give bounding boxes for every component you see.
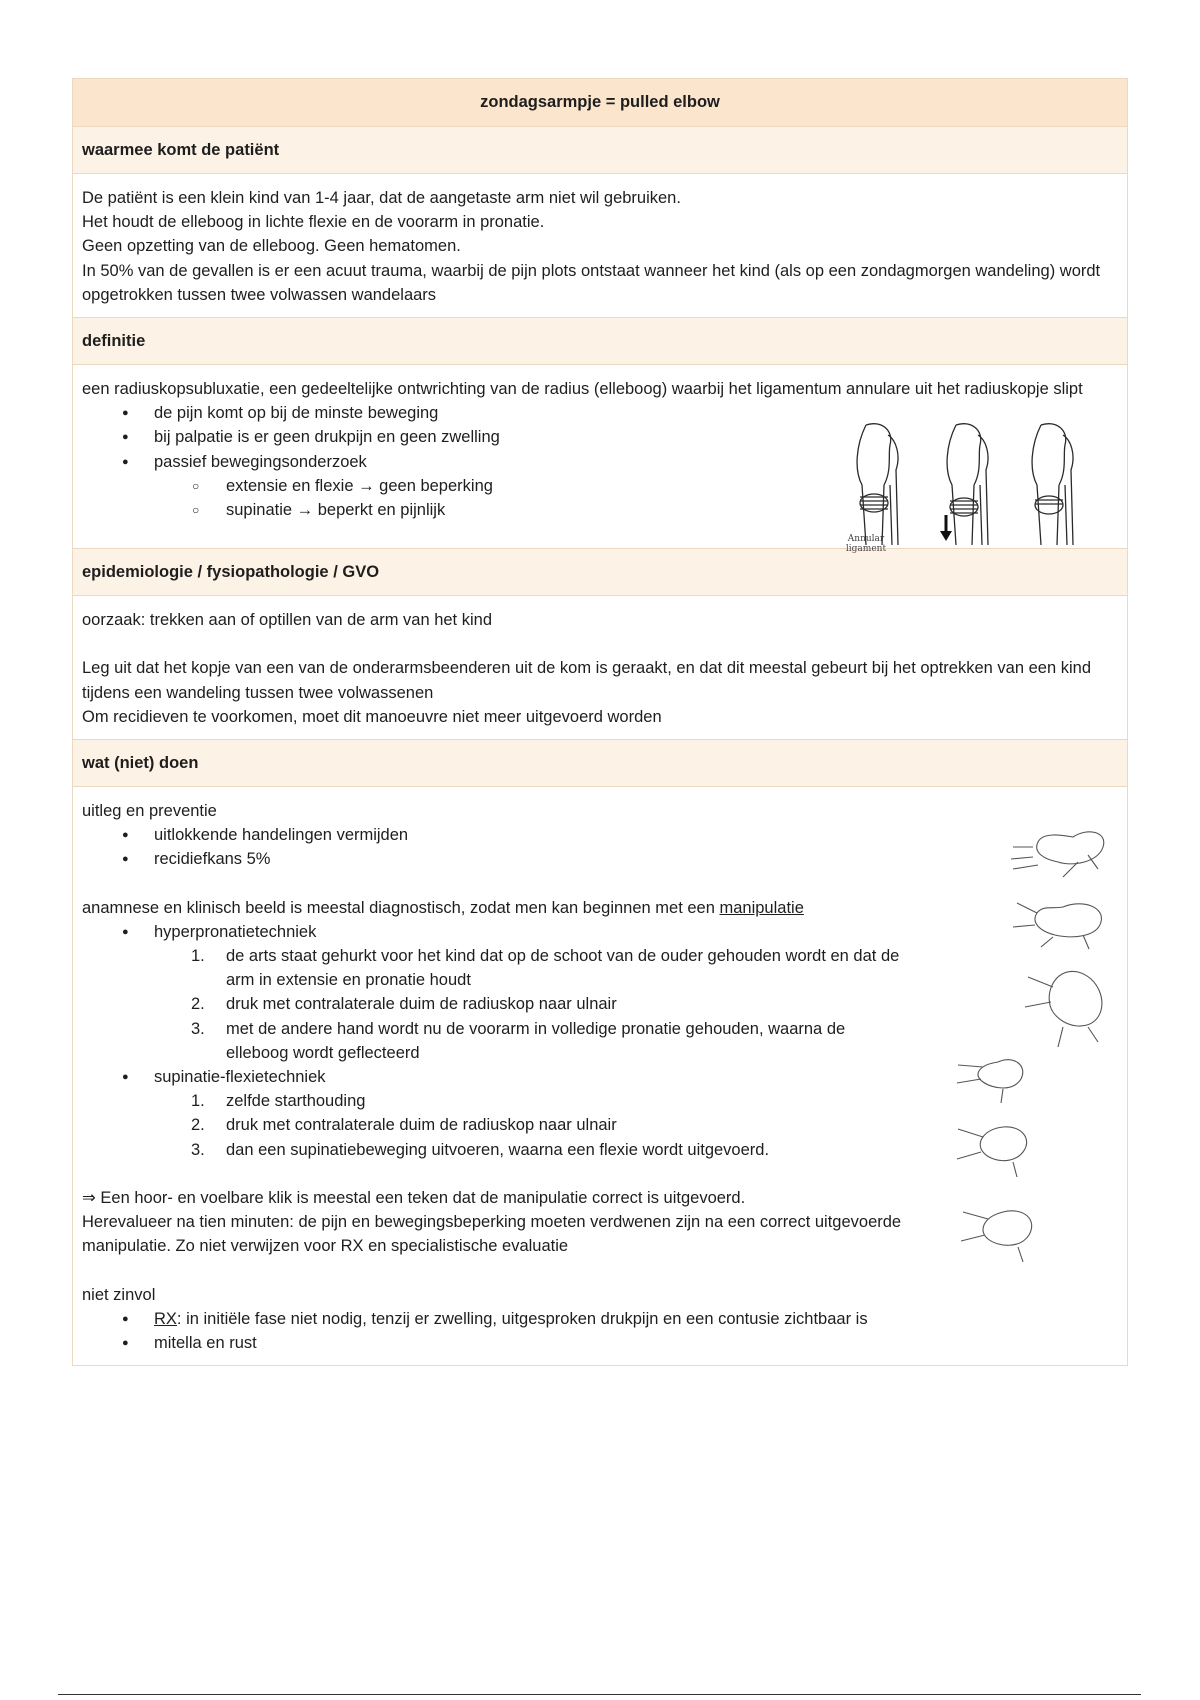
niet-zinvol-heading: niet zinvol	[82, 1285, 156, 1304]
document-table	[72, 78, 1128, 1366]
manipulation-hands-illustration	[913, 807, 1123, 1267]
section-heading-definitie: definitie	[73, 318, 1127, 365]
figure-label: ligament	[845, 544, 887, 555]
list-item	[82, 1307, 1118, 1331]
step-item: 1. zelfde starthouding	[191, 1092, 366, 1111]
step-item: 2. druk met contralaterale duim de radiuskop naar ulnair	[191, 1116, 617, 1135]
oorzaak-line: oorzaak: trekken aan of optillen van de arm van het kind	[82, 611, 492, 630]
list-item: ● mitella en rust	[82, 1331, 1118, 1355]
anamnese-text: anamnese en klinisch beeld is meestal diagnostisch, zodat men kan beginnen met een	[82, 898, 720, 917]
section-heading-epidemiologie: epidemiologie / fysiopathologie / GVO	[73, 549, 1127, 596]
step-item: 3. met de andere hand wordt nu de voorarm in volledige pronatie gehouden, waarna de elleboog wordt geflecteerd	[191, 1019, 846, 1062]
technique-title: hyperpronatietechniek	[154, 922, 317, 941]
section-body-epidemiologie	[73, 596, 1127, 740]
figure-label: Annular	[847, 534, 885, 545]
uitleg-heading: uitleg en preventie	[82, 802, 217, 821]
patient-line: Geen opzetting van de elleboog. Geen hematomen.	[82, 237, 461, 256]
section-heading-doen: wat (niet) doen	[73, 740, 1127, 787]
patient-line: Het houdt de elleboog in lichte flexie en de voorarm in pronatie.	[82, 213, 545, 232]
technique-list	[82, 920, 902, 1162]
list-item	[82, 920, 902, 1065]
list-item-text: passief bewegingsonderzoek	[154, 452, 367, 471]
list-item	[82, 1065, 902, 1162]
technique-steps	[82, 944, 902, 1065]
section-body-patient	[73, 174, 1127, 318]
epidemiologie-line: Om recidieven te voorkomen, moet dit manoeuvre niet meer uitgevoerd worden	[82, 707, 662, 726]
technique-title: supinatie-flexietechniek	[154, 1068, 326, 1087]
rx-text: : in initiële fase niet nodig, tenzij er zwelling, uitgesproken drukpijn en een contusie zichtbaar is	[176, 1309, 868, 1328]
footer-rule	[58, 1694, 1141, 1695]
page-title: zondagsarmpje = pulled elbow	[73, 79, 1127, 127]
step-item: 2. druk met contralaterale duim de radiuskop naar ulnair	[191, 995, 617, 1014]
rx-link[interactable]: RX	[154, 1309, 177, 1328]
manipulatie-link[interactable]: manipulatie	[719, 898, 804, 917]
niet-zinvol-list	[82, 1307, 1118, 1355]
definitie-intro: een radiuskopsubluxatie, een gedeeltelijke ontwrichting van de radius (elleboog) waarbij het ligamentum annulare uit het radiuskopje slipt	[82, 380, 1083, 399]
sub-list-item: ○ supinatie → beperkt en pijnlijk	[82, 498, 1118, 522]
patient-line: In 50% van de gevallen is er een acuut trauma, waarbij de pijn plots ontstaat wanneer het kind (als op een zondagmorgen wandeling) wordt opgetrokken tussen twee volwassen wandelaars	[82, 261, 1101, 304]
list-item: ● uitlokkende handelingen vermijden	[82, 823, 1118, 847]
list-item: ● recidiefkans 5%	[82, 847, 1118, 871]
elbow-bones-illustration	[826, 415, 1096, 555]
patient-line: De patiënt is een klein kind van 1-4 jaar, dat de aangetaste arm niet wil gebruiken.	[82, 189, 681, 207]
step-item: 1. de arts staat gehurkt voor het kind dat op de schoot van de ouder gehouden wordt en dat de arm in extensie en pronatie houdt	[191, 947, 900, 990]
klik-line: ⇒ Een hoor- en voelbare klik is meestal een teken dat de manipulatie correct is uitgevoerd.	[82, 1188, 746, 1207]
herevalueer-line: Herevalueer na tien minuten: de pijn en bewegingsbeperking moeten verdwenen zijn na een correct uitgevoerde manipulatie. Zo niet verwijzen voor RX en specialistische evaluatie	[82, 1213, 902, 1256]
section-body-doen	[73, 787, 1127, 1365]
section-heading-patient: waarmee komt de patiënt	[73, 127, 1127, 174]
sub-list-item: ○ extensie en flexie → geen beperking	[82, 474, 1118, 498]
list-item: ● bij palpatie is er geen drukpijn en geen zwelling	[82, 425, 1118, 449]
section-body-definitie	[73, 365, 1127, 555]
step-item: 3. dan een supinatiebeweging uitvoeren, waarna een flexie wordt uitgevoerd.	[191, 1140, 770, 1159]
list-item: ● de pijn komt op bij de minste beweging	[82, 401, 1118, 425]
technique-steps	[82, 1089, 902, 1162]
epidemiologie-line: Leg uit dat het kopje van een van de onderarmsbeenderen uit de kom is geraakt, en dat dit meestal gebeurt bij het optrekken van een kind tijdens een wandeling tussen twee volwassenen	[82, 659, 1091, 702]
